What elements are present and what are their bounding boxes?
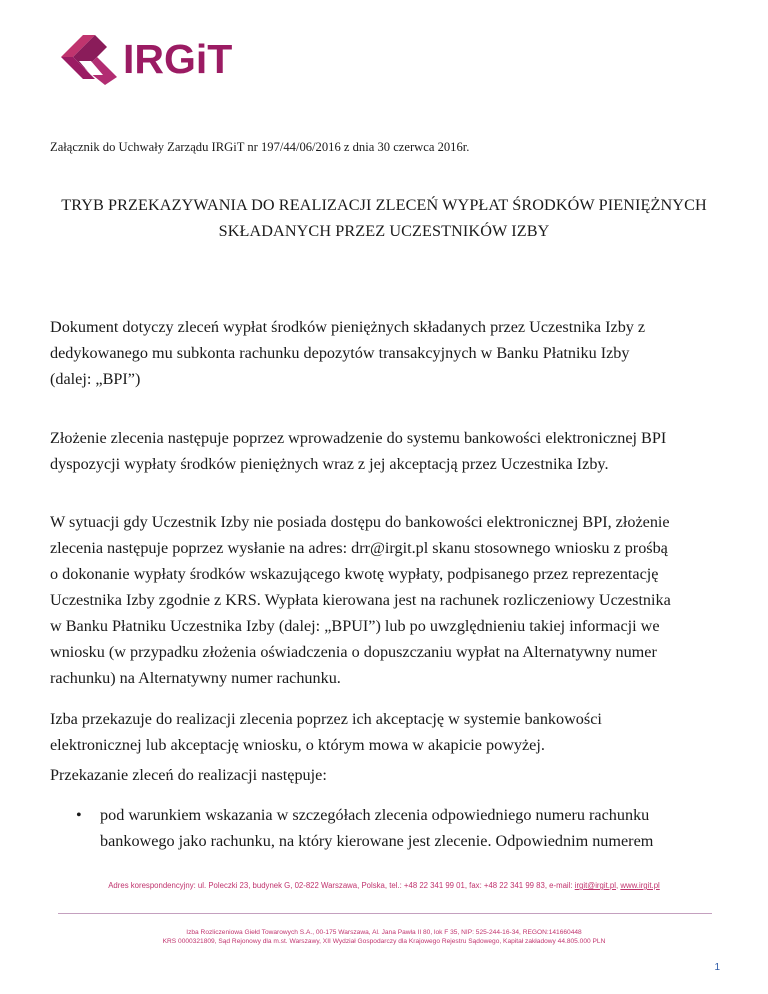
footer-correspondence — [0, 881, 768, 890]
text-line: zlecenia następuje poprzez wysłanie na adres: drr@irgit.pl skanu stosownego wniosku z prośbą — [50, 539, 668, 557]
footer-company-info — [0, 928, 768, 946]
text-line: o dokonanie wypłaty środków wskazującego kwotę wypłaty, podpisanego przez reprezentację — [50, 565, 659, 583]
text-line: wniosku (w przypadku złożenia oświadczenia o dopuszczaniu wypłat na Alternatywny numer — [50, 643, 657, 661]
paragraph-no-access — [50, 509, 720, 691]
title-line-2: SKŁADANYCH PRZEZ UCZESTNIKÓW IZBY — [218, 222, 550, 240]
text-line: rachunku) na Alternatywny numer rachunku. — [50, 669, 341, 687]
text-line: pod warunkiem wskazania w szczegółach zlecenia odpowiedniego numeru rachunku — [100, 806, 650, 824]
document-title — [40, 192, 728, 244]
footer-separator: , — [616, 881, 621, 890]
footer-company-line: KRS 0000321809, Sąd Rejonowy dla m.st. Warszawy, XII Wydział Gospodarczy dla Krajowego Rejestru Sądowego, Kapitał zakładowy 44.805.000 PLN — [162, 938, 606, 945]
text-line: (dalej: „BPI”) — [50, 370, 141, 388]
text-line: Dokument dotyczy zleceń wypłat środków pieniężnych składanych przez Uczestnika Izby z — [50, 318, 646, 336]
bullet-text — [100, 802, 720, 854]
footer-website-link[interactable]: www.irgit.pl — [620, 881, 660, 890]
page-number: 1 — [714, 962, 720, 973]
paragraph-conditions-intro: Przekazanie zleceń do realizacji następuje: — [50, 766, 327, 784]
text-line: bankowego jako rachunku, na który kierowane jest zlecenie. Odpowiednim numerem — [100, 832, 654, 850]
text-line: dedykowanego mu subkonta rachunku depozytów transakcyjnych w Banku Płatniku Izby — [50, 344, 630, 362]
logo-text: IRGiT — [123, 36, 233, 82]
attachment-note: Załącznik do Uchwały Zarządu IRGiT nr 197/44/06/2016 z dnia 30 czerwca 2016r. — [50, 140, 470, 154]
footer-divider — [58, 913, 712, 914]
text-line: Izba przekazuje do realizacji zlecenia poprzez ich akceptację w systemie bankowości — [50, 710, 602, 728]
title-line-1: TRYB PRZEKAZYWANIA DO REALIZACJI ZLECEŃ WYPŁAT ŚRODKÓW PIENIĘŻNYCH — [61, 196, 707, 214]
irgit-logo — [59, 31, 259, 91]
footer-company-line: Izba Rozliczeniowa Giełd Towarowych S.A., 00-175 Warszawa, Al. Jana Pawła II 80, lok F 35, NIP: 525-244-16-34, REGON:141660448 — [186, 929, 582, 936]
text-line: Uczestnika Izby zgodnie z KRS. Wypłata kierowana jest na rachunek rozliczeniowy Uczestnika — [50, 591, 671, 609]
logo-mark-icon — [59, 31, 119, 89]
paragraph-scope — [50, 314, 720, 392]
footer-address: Adres korespondencyjny: ul. Poleczki 23, budynek G, 02-822 Warszawa, Polska, tel.: +48 22 341 99 01, fax: +48 22 341 99 83, e-mail: — [108, 881, 575, 890]
text-line: elektronicznej lub akceptację wniosku, o którym mowa w akapicie powyżej. — [50, 736, 545, 754]
footer-email-link[interactable]: irgit@irgit.pl — [574, 881, 616, 890]
paragraph-acceptance — [50, 706, 720, 758]
text-line: w Banku Płatniku Uczestnika Izby (dalej: „BPUI”) lub po uwzględnieniu takiej informacji we — [50, 617, 660, 635]
text-line: Złożenie zlecenia następuje poprzez wprowadzenie do systemu bankowości elektronicznej BPI — [50, 429, 667, 447]
paragraph-submission — [50, 425, 720, 477]
text-line: dyspozycji wypłaty środków pieniężnych wraz z jej akceptacją przez Uczestnika Izby. — [50, 455, 609, 473]
bullet-icon: • — [76, 806, 82, 824]
text-line: W sytuacji gdy Uczestnik Izby nie posiada dostępu do bankowości elektronicznej BPI, złożenie — [50, 513, 670, 531]
